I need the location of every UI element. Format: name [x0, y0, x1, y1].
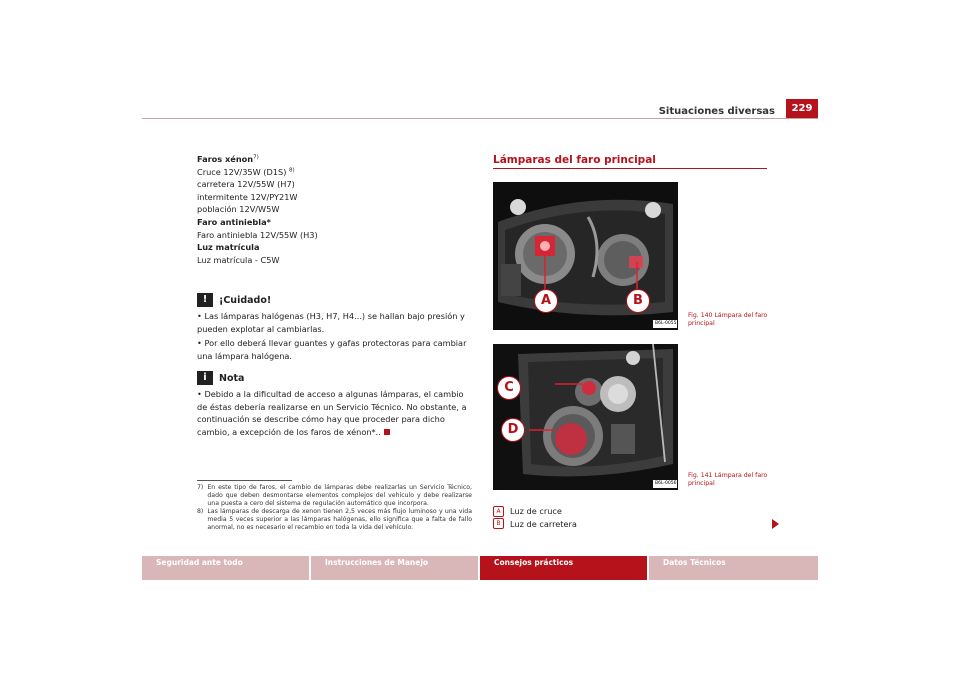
note-icon: i: [197, 371, 213, 385]
plate-line: Luz matrícula - C5W: [197, 254, 280, 265]
warning-item: • Por ello deberá llevar guantes y gafas protectoras para cambiar una lámpara halógena.: [197, 338, 467, 361]
note-item: • Debido a la dificultad de acceso a algunas lámparas, el cambio de éstas debería realizarse en un Servicio Técnico. No obstante, a continuación se describe cómo hay que proceder para dicho cambio, a excepción de los faros de xénon*..: [197, 389, 467, 437]
footnotes: [197, 484, 472, 532]
running-header: Situaciones diversas: [658, 106, 775, 117]
xenon-line: población 12V/W5W: [197, 204, 280, 215]
callout-label: C: [497, 376, 521, 400]
warning-icon: !: [197, 293, 213, 307]
footer-tab-instrucciones[interactable]: Instrucciones de Manejo: [311, 556, 478, 580]
legend-item: A Luz de cruce: [493, 505, 763, 518]
warning-block: [197, 293, 472, 362]
headlight-illustration-2: [493, 344, 678, 490]
headlight-photo-1: [493, 182, 678, 330]
left-column: [197, 153, 472, 266]
fog-heading: Faro antiniebla*: [197, 216, 271, 227]
end-mark-icon: [384, 429, 390, 435]
footer-tab-consejos[interactable]: Consejos prácticos: [480, 556, 647, 580]
headlight-photo-2: [493, 344, 678, 490]
figure-code: B6L-0055: [655, 321, 677, 326]
fog-line: Faro antiniebla 12V/55W (H3): [197, 229, 318, 240]
header-rule: [142, 118, 818, 119]
note-block: [197, 371, 472, 438]
figure-caption: Fig. 141 Lámpara del faro principal: [688, 472, 768, 487]
xenon-line: intermitente 12V/PY21W: [197, 191, 298, 202]
next-page-arrow-icon[interactable]: [772, 519, 779, 529]
figure-code: B6L-0056: [655, 481, 677, 486]
section-title: Lámparas del faro principal: [493, 154, 656, 166]
footnote: 7) En este tipo de faros, el cambio de lámparas debe realizarlas un Servicio Técnico, dado que deben desmontarse elementos complejos del vehículo y debe realizarse una puesta a cero del sistema de regulación automático que incorpora.: [197, 484, 472, 507]
footnote-rule: [197, 480, 292, 481]
figure-caption: Fig. 140 Lámpara del faro principal: [688, 312, 768, 327]
callout-label: D: [501, 418, 525, 442]
plate-heading: Luz matrícula: [197, 242, 260, 253]
footer-tab-seguridad[interactable]: Seguridad ante todo: [142, 556, 309, 580]
legend-key: B: [493, 518, 504, 529]
xenon-line: carretera 12V/55W (H7): [197, 179, 295, 190]
footnote: 8) Las lámparas de descarga de xenon tienen 2,5 veces más flujo luminoso y una vida media 5 veces superior a las lámparas halógenas, ello significa que a falta de fallo anormal, no es necesario el recambio en toda la vida del vehículo.: [197, 508, 472, 531]
page-number: 229: [786, 99, 818, 118]
legend: [493, 505, 763, 530]
legend-key: A: [493, 506, 504, 517]
note-title: Nota: [219, 372, 245, 384]
warning-item: • Las lámparas halógenas (H3, H7, H4...) se hallan bajo presión y pueden explotar al cambiarlas.: [197, 311, 465, 334]
xenon-heading: Faros xénon$^{7)}$: [197, 154, 259, 164]
callout-label: B: [626, 289, 650, 313]
callout-label: A: [534, 289, 558, 313]
footer-tab-datos[interactable]: Datos Técnicos: [649, 556, 818, 580]
legend-item: B Luz de carretera: [493, 518, 763, 531]
warning-title: ¡Cuidado!: [219, 294, 272, 306]
section-rule: [493, 168, 767, 169]
xenon-line: Cruce 12V/35W (D1S) $^{8)}$: [197, 166, 295, 177]
headlight-illustration-1: [493, 182, 678, 330]
